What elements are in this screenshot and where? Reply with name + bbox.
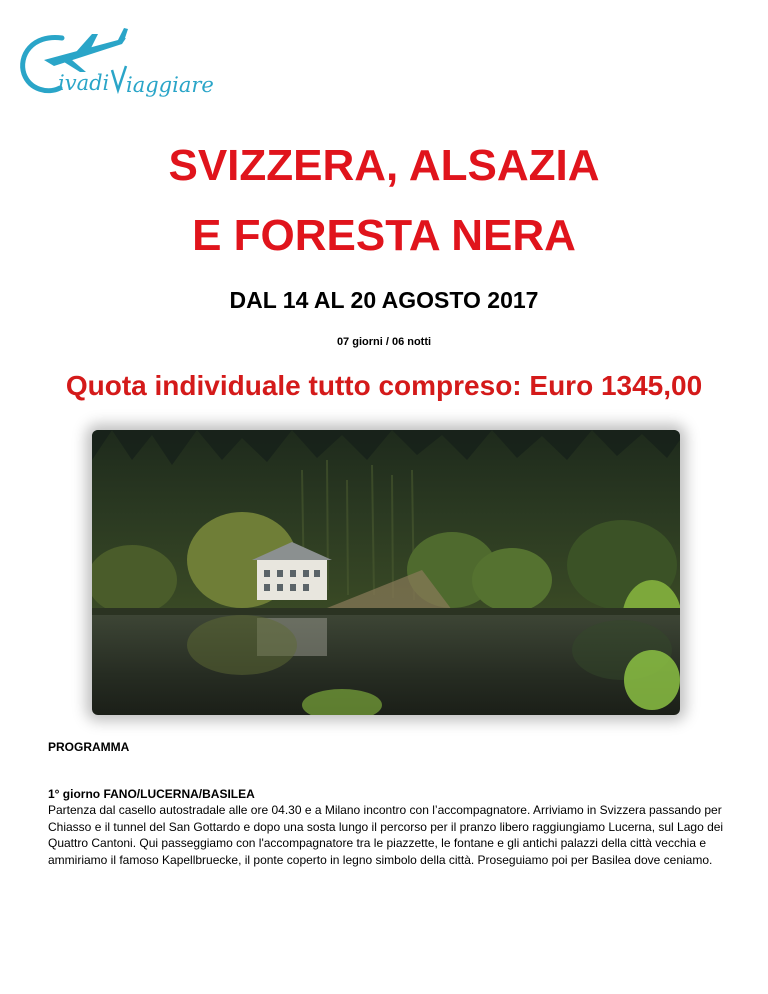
airplane-icon [14,20,229,105]
trip-duration: 07 giorni / 06 notti [336,336,432,348]
trip-price: Quota individuale tutto compreso: Euro 1345,00 [65,370,703,401]
day-1-title: 1° giorno FANO/LUCERNA/BASILEA [48,787,255,801]
program-heading: PROGRAMMA [48,740,130,754]
trip-dates: DAL 14 AL 20 AGOSTO 2017 [229,287,539,313]
svg-text:iaggiare: iaggiare [126,73,214,97]
brand-logo [14,20,229,105]
lake-forest-photo [92,430,680,715]
title-line-1: SVIZZERA, ALSAZIA [168,141,600,190]
title-line-2: E FORESTA NERA [192,211,576,260]
day-1-description: Partenza dal casello autostradale alle ore 04.30 e a Milano incontro con l’accompagnatore. Arriviamo in Svizzera passando per Chiasso e il tunnel del San Gottardo e dopo una sosta lungo il percorso per il pranzo libero raggiungiamo Lucerna, sul Lago dei Quattro Cantoni. Qui passeggiamo con l'accompagnatore tra le piazzette, le fontane e gli antichi palazzi della città vecchia e ammiriamo il famoso Kapellbruecke, il ponte coperto in legno simbolo della città. Proseguiamo poi per Basilea dove ceniamo. [48,803,724,867]
svg-text:ivadi: ivadi [58,71,110,95]
